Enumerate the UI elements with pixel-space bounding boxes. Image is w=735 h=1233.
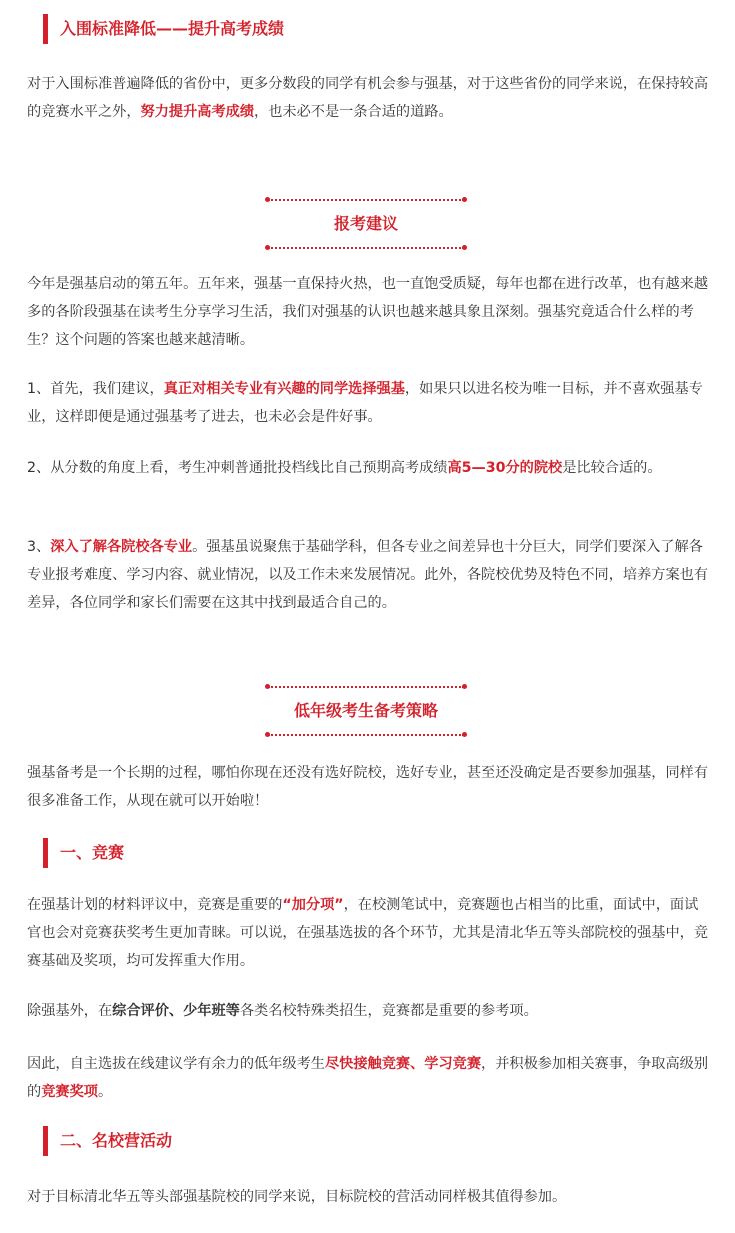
highlight-bonus: “加分项” bbox=[282, 897, 344, 913]
highlight-programs: 综合评价、少年班等 bbox=[112, 1003, 240, 1019]
paragraph-recommendation: 因此，自主选拔在线建议学有余力的低年级考生尽快接触竞赛、学习竞赛，并积极参加相关赛事，争取高级别的竞赛奖项。 bbox=[27, 1056, 709, 1100]
heading-competition bbox=[43, 838, 124, 868]
heading-camp-activities bbox=[43, 1126, 172, 1156]
dot-ornament bbox=[462, 684, 467, 689]
paragraph-camps: 对于目标清北华五等头部强基院校的同学来说，目标院校的营活动同样极其值得参加。 bbox=[27, 1189, 567, 1205]
dot-ornament bbox=[265, 732, 270, 737]
highlight-interest: 真正对相关专业有兴趣的同学选择强基 bbox=[163, 381, 405, 397]
paragraph-intro: 对于入围标准普遍降低的省份中，更多分数段的同学有机会参与强基，对于这些省份的同学来说，在保持较高的竞赛水平之外，努力提升高考成绩，也未必不是一条合适的道路。 bbox=[27, 76, 709, 120]
section-title-text: 报考建议 bbox=[333, 214, 398, 233]
dot-ornament bbox=[265, 245, 270, 250]
paragraph-other-programs: 除强基外，在综合评价、少年班等各类名校特殊类招生，竞赛都是重要的参考项。 bbox=[27, 1003, 538, 1019]
highlight-improve-score: 努力提升高考成绩 bbox=[140, 104, 255, 120]
heading-text: 一、竞赛 bbox=[60, 843, 125, 862]
dot-ornament bbox=[265, 684, 270, 689]
highlight-score-range: 高5—30分的院校 bbox=[447, 460, 563, 476]
paragraph-competition: 在强基计划的材料评议中，竞赛是重要的“加分项”，在校测笔试中，竞赛题也占相当的比重，面试中，面试官也会对竞赛获奖考生更加青睐。可以说，在强基选拔的各个环节，尤其是清北华五等头部院校的强基中，竞赛基础及奖项，均可发挥重大作用。 bbox=[27, 897, 709, 969]
paragraph-advice-3: 3、深入了解各院校各专业。强基虽说聚焦于基础学科，但各专业之间差异也十分巨大，同学们要深入了解各专业报考难度、学习内容、就业情况，以及工作未来发展情况。此外，各院校优势及特色不同，培养方案也有差异，各位同学和家长们需要在这其中找到最适合自己的。 bbox=[27, 539, 709, 611]
paragraph-fifth-year: 今年是强基启动的第五年。五年来，强基一直保持火热，也一直饱受质疑，每年也都在进行改革，也有越来越多的各阶段强基在读考生分享学习生活，我们对强基的认识也越来越具象且深刻。强基究竟适合什么样的考生？这个问题的答案也越来越清晰。 bbox=[27, 276, 709, 348]
highlight-start-competition: 尽快接触竞赛、学习竞赛 bbox=[324, 1056, 482, 1072]
section-title-strategy bbox=[268, 686, 464, 740]
paragraph-advice-1: 1、首先，我们建议，真正对相关专业有兴趣的同学选择强基，如果只以进名校为唯一目标，并不喜欢强基专业，这样即便是通过强基考了进去，也未必会是件好事。 bbox=[27, 381, 703, 425]
highlight-understand-majors: 深入了解各院校各专业 bbox=[50, 539, 193, 555]
dot-ornament bbox=[462, 732, 467, 737]
paragraph-advice-2: 2、从分数的角度上看，考生冲刺普通批投档线比自己预期高考成绩高5—30分的院校是比较合适的。 bbox=[27, 460, 662, 476]
dotted-line-bottom bbox=[268, 734, 464, 736]
dot-ornament bbox=[265, 197, 270, 202]
heading-text: 二、名校营活动 bbox=[60, 1131, 173, 1150]
dotted-line-bottom bbox=[268, 247, 464, 249]
heading-admission-threshold bbox=[43, 14, 284, 44]
paragraph-long-process: 强基备考是一个长期的过程，哪怕你现在还没有选好院校，选好专业，甚至还没确定是否要参加强基，同样有很多准备工作，从现在就可以开始啦！ bbox=[27, 765, 709, 809]
highlight-awards: 竞赛奖项 bbox=[41, 1084, 98, 1100]
dot-ornament bbox=[462, 245, 467, 250]
section-title-text: 低年级考生备考策略 bbox=[293, 701, 438, 720]
dotted-line-top bbox=[268, 686, 464, 688]
section-title-advice bbox=[268, 199, 464, 253]
dotted-line-top bbox=[268, 199, 464, 201]
dot-ornament bbox=[462, 197, 467, 202]
heading-text: 入围标准降低——提升高考成绩 bbox=[60, 19, 285, 38]
